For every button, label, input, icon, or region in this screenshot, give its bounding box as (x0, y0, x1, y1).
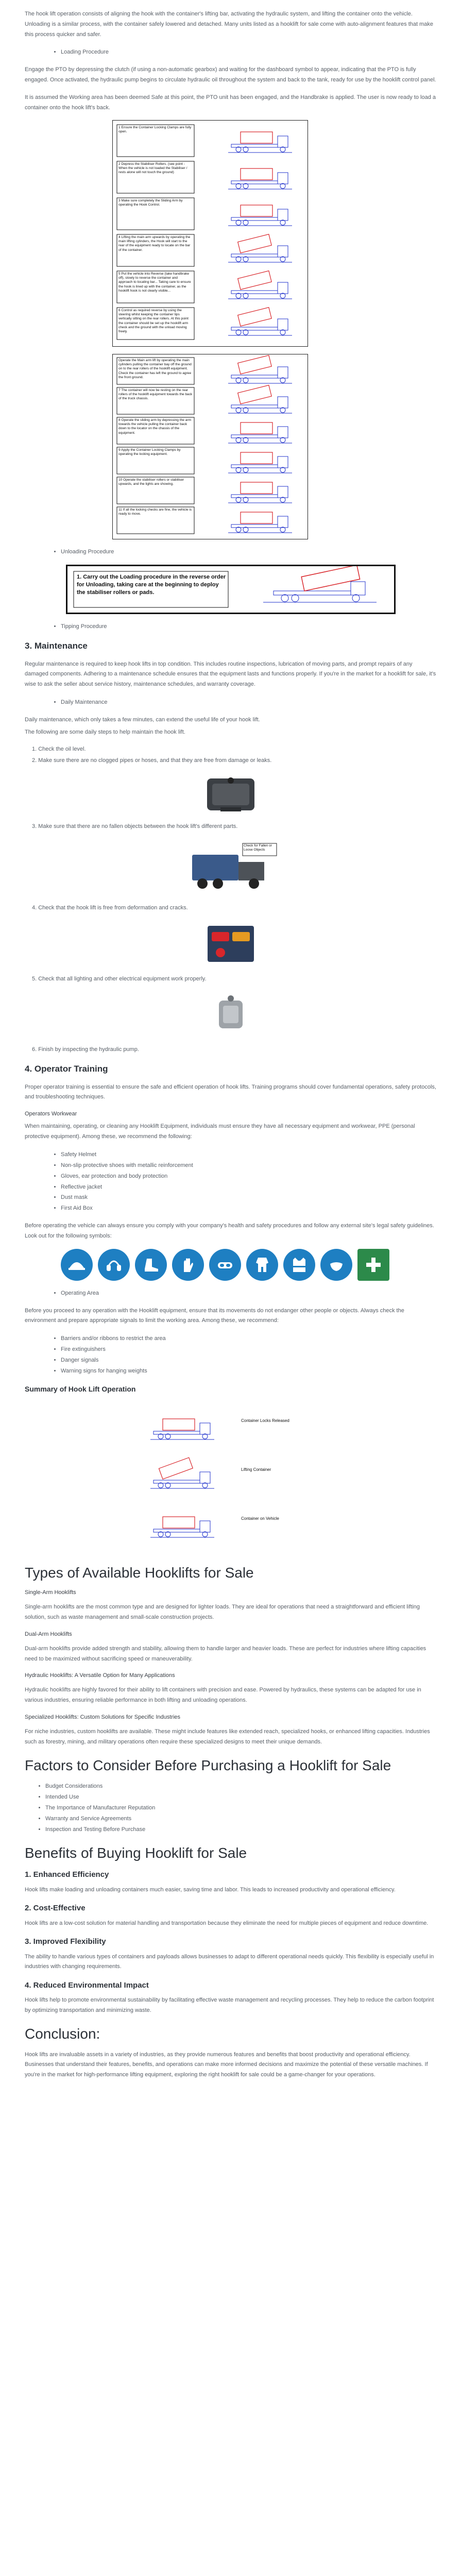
ppe-item: • Safety Helmet (61, 1149, 436, 1160)
symbols-paragraph: Before operating the vehicle can always ensure you comply with your company's health and safety procedures and follow any external site's legal safety guidelines. Look out for the following symbols: (25, 1223, 434, 1239)
safety-boot-icon (135, 1249, 167, 1281)
gloves-icon (172, 1249, 204, 1281)
goggles-icon (209, 1249, 241, 1281)
truck-diagram-icon (228, 308, 292, 335)
benefit-2-heading: 2. Cost-Effective (25, 1904, 86, 1913)
factor-item: • Budget Considerations (45, 1781, 436, 1792)
factors-heading: Factors to Consider Before Purchasing a Hooklift for Sale (25, 1757, 391, 1773)
step-text: 11 If all the locking checks are fine, the vehicle is ready to move. (118, 508, 192, 516)
daily-paragraph: Daily maintenance, which only takes a few minutes, can extend the useful life of your hook lift. (25, 716, 260, 723)
ppe-item: • Gloves, ear protection and body protection (61, 1171, 436, 1182)
ppe-list (61, 1149, 436, 1214)
step-text: 1 Ensure the Container Locking Clamps are fully open. (118, 126, 192, 134)
summary-svg (133, 1400, 308, 1555)
factor-item: • Inspection and Testing Before Purchase (45, 1824, 436, 1835)
daily-step-4: 4. Check that the hook lift is free from deformation and cracks. (32, 904, 188, 911)
loading-label-list (61, 47, 436, 58)
specialized-paragraph: For niche industries, custom hooklifts are available. These might include features like extended reach, specialized hooks, or enhanced lifting capacities. Industries such as forestry, mining, and military operations often require these specialized designs to meet their unique demands. (25, 1728, 430, 1745)
dual-arm-label: Dual-Arm Hooklifts (25, 1631, 72, 1637)
single-arm-paragraph: Single-arm hooklifts are the most common type and are designed for lighter loads. They are ideal for operations that need a straightforward and efficient lifting solution, such as waste management and small-scale construction projects. (25, 1604, 420, 1620)
factor-item: • Intended Use (45, 1792, 436, 1803)
factor-item: • Warranty and Service Agreements (45, 1814, 436, 1824)
benefit-2-paragraph: Hook lifts are a low-cost solution for material handling and transportation because they eliminate the need for multiple pieces of equipment and reduce downtime. (25, 1920, 429, 1926)
daily-label-list (61, 697, 436, 708)
workwear-label: Operators Workwear (25, 1111, 77, 1117)
maintenance-paragraph: Regular maintenance is required to keep hook lifts in top condition. This includes routine inspections, lubrication of moving parts, and prompt repairs of any damaged components. Adhering to a maintenance schedule ensures that the equipment lasts and functions properly. If you're in the market for a hooklift for sale, it's wise to ask the seller about service history, maintenance schedules, and warranty coverage. (25, 660, 436, 688)
unloading-label-list (61, 547, 436, 557)
ppe-item: • First Aid Box (61, 1203, 436, 1214)
hydraulic-label: Hydraulic Hooklifts: A Versatile Option for Many Applications (25, 1672, 175, 1679)
operating-area-label: • Operating Area (61, 1288, 436, 1299)
ear-protection-icon (98, 1249, 130, 1281)
step-text: Operate the Main arm lift by operating the main cylinders pulling the container bay off the ground on to the rear rollers of the hooklift equipment. Check the container has left the ground to agree the front ground. (118, 359, 192, 380)
conclusion-heading: Conclusion: (25, 2026, 100, 2042)
benefit-3-paragraph: The ability to handle various types of containers and payloads allows businesses to adapt to different operational needs quickly. This flexibility is especially useful in industries with changing requirements. (25, 1953, 434, 1970)
truck-diagram-icon (228, 271, 292, 299)
dual-arm-paragraph: Dual-arm hooklifts provide added strength and stability, allowing them to handle larger and heavier loads. These are perfect for industries where lifting capacities need to be maximized without sacrificing speed or maneuverability. (25, 1645, 426, 1662)
dust-mask-icon (320, 1249, 352, 1281)
step-text: 2 Depress the Stabiliser Rollers. (see point - When the vehicle is not loaded the Stabiliser / rests alone will not touch the ground) (118, 162, 187, 175)
unloading-diagram (66, 565, 396, 614)
loading-steps-svg-2 (113, 354, 308, 539)
intro-paragraph: The hook lift operation consists of aligning the hook with the container's lifting bar, activating the hydraulic system, and lifting the container onto the vehicle. Unloading is a similar process, with the container safely lowered and detached. Many units listed as a hooklift for sale come with auto-alignment features that make this process quicker and safer. (25, 11, 434, 38)
step-text: 10 Operate the stabiliser rollers or stabiliser upwards, and the lights are showing. (118, 478, 184, 486)
helmet-icon (61, 1249, 93, 1281)
truck-diagram-icon (228, 132, 292, 152)
loading-paragraph-1: Engage the PTO by depressing the clutch (if using a non-automatic gearbox) and waiting for the dashboard symbol to appear, indicating that the PTO is fully engaged. Once activated, the hydraulic pump begins to circulate hydraulic oil throughout the system and back to the tank, ready for use by the hooklift control panel. (25, 66, 436, 83)
unloading-instruction: 1. Carry out the Loading procedure in the reverse order for Unloading, taking care at the beginning to deploy the stabiliser rollers or pads. (77, 574, 226, 596)
benefit-4-paragraph: Hook lifts help to promote environmental sustainability by facilitating effective waste management and recycling processes. They help to reduce the carbon footprint by optimizing transportation and minimizing waste. (25, 1997, 434, 2014)
summary-heading: Summary of Hook Lift Operation (25, 1384, 136, 1393)
conclusion-paragraph: Hook lifts are invaluable assets in a variety of industries, as they provide numerous features and benefits that boost productivity and operational efficiency. Businesses that understand their features, benefits, and operations can make more informed decisions and maximize the potential of these versatile machines. If you're in the market for high-performance lifting equipment, exploring the right hooklift for sale could be a game-changer for your operations. (25, 2051, 428, 2078)
truck-diagram-icon (228, 512, 292, 533)
step-text: 6 Control as required reverse by using the steering whilst keeping the container tips vertically sitting on the rear rollers. At this point the container should be set up the hooklift arm check and the ground with the unload moving freely. (118, 309, 189, 334)
daily-maintenance-label: • Daily Maintenance (61, 697, 436, 708)
truck-diagram-icon (228, 452, 292, 473)
area-item: • Danger signals (61, 1355, 436, 1366)
hydraulic-pump-photo (208, 991, 254, 1038)
daily-steps-intro: The following are some daily steps to help maintain the hook lift. (25, 728, 185, 735)
oil-tank-photo (200, 773, 262, 815)
summary-stage-label: Container on Vehicle (241, 1516, 279, 1521)
area-item: • Fire extinguishers (61, 1344, 436, 1355)
hydraulic-paragraph: Hydraulic hooklifts are highly favored for their ability to lift containers with precision and ease. Powered by hydraulics, these systems can be adapted for use in various industries, ensuring reliable performance in both lifting and unloading operations. (25, 1687, 421, 1704)
truck-diagram-icon (228, 168, 292, 189)
tipping-label-list (61, 621, 436, 632)
maintenance-heading: 3. Maintenance (25, 641, 88, 651)
daily-step-6: 6. Finish by inspecting the hydraulic pump. (32, 1046, 139, 1053)
daily-step-2: 2. Make sure there are no clogged pipes or hoses, and that they are free from damage or leaks. (32, 757, 272, 764)
area-item: • Warning signs for hanging weights (61, 1366, 436, 1377)
workwear-paragraph: When maintaining, operating, or cleaning any Hooklift Equipment, individuals must ensure they have all necessary equipment and workwear, PPE (personal protective equipment). Among these, we recommend the following: (25, 1123, 415, 1140)
loading-procedure-label: • Loading Procedure (61, 47, 436, 58)
loading-steps-svg (113, 121, 308, 346)
step-text: 3 Make sure completely the Sliding Arm by operating the Hook Control. (118, 199, 183, 207)
ppe-item: • Reflective jacket (61, 1182, 436, 1193)
single-arm-label: Single-Arm Hooklifts (25, 1589, 76, 1596)
operating-area-label-list (61, 1288, 436, 1299)
daily-step-1: 1. Check the oil level. (32, 746, 86, 753)
fallen-objects-callout: Check for Fallen or Loose Objects (243, 843, 272, 852)
daily-step-5: 5. Check that all lighting and other electrical equipment work properly. (32, 975, 207, 982)
truck-diagram-icon (228, 205, 292, 226)
factor-item: • The Importance of Manufacturer Reputation (45, 1803, 436, 1814)
ppe-item: • Dust mask (61, 1192, 436, 1203)
benefit-4-heading: 4. Reduced Environmental Impact (25, 1981, 149, 1990)
summary-stage-label: Lifting Container (241, 1467, 271, 1472)
truck-diagram-icon (228, 482, 292, 503)
types-heading: Types of Available Hooklifts for Sale (25, 1564, 254, 1581)
first-aid-icon (357, 1249, 389, 1281)
operating-area-paragraph: Before you proceed to any operation with the Hooklift equipment, ensure that its movements do not endanger other people or objects. Always check the environment and prepare appropriate signals to limit the working area. Among these, we recommend: (25, 1307, 404, 1324)
loading-procedure-diagram (112, 120, 308, 347)
truck-diagram-icon (150, 1458, 214, 1488)
loading-procedure-diagram-2 (112, 354, 308, 539)
truck-diagram-icon (228, 355, 292, 383)
unloading-svg (67, 566, 394, 613)
summary-diagram (133, 1400, 308, 1555)
area-item: • Barriers and/or ribbons to restrict the area (61, 1333, 436, 1344)
tipping-procedure-label: • Tipping Procedure (61, 621, 436, 632)
hi-vis-vest-icon (283, 1249, 315, 1281)
unloading-procedure-label: • Unloading Procedure (61, 547, 436, 557)
step-text: 4 Lifting the main arm upwards by operating the main lifting cylinders, the Hook will start to the rear of the equipment ready to locate on the bar of the container. (118, 235, 191, 252)
truck-diagram-icon (150, 1517, 214, 1537)
operator-paragraph: Proper operator training is essential to ensure the safe and efficient operation of hook lifts. Training programs should cover fundamental operations, safety protocols, and troubleshooting techniques. (25, 1083, 436, 1100)
operating-area-list (61, 1333, 436, 1377)
ppe-item: • Non-slip protective shoes with metallic reinforcement (61, 1160, 436, 1171)
specialized-label: Specialized Hooklifts: Custom Solutions for Specific Industries (25, 1714, 181, 1721)
factors-list (45, 1781, 436, 1835)
lighting-photo (202, 921, 259, 967)
loading-paragraph-2: It is assumed the Working area has been deemed Safe at this point, the PTO unit has been engaged, and the Handbrake is applied. The user is now ready to load a container onto the hook lift's back. (25, 94, 436, 111)
unloading-truck-icon (263, 566, 377, 602)
benefit-3-heading: 3. Improved Flexibility (25, 1937, 106, 1946)
benefit-1-paragraph: Hook lifts make loading and unloading containers much easier, saving time and labor. This leads to increased productivity and operational efficiency. (25, 1886, 396, 1893)
operator-training-heading: 4. Operator Training (25, 1064, 108, 1074)
overalls-icon (246, 1249, 278, 1281)
safety-symbols-row (61, 1249, 436, 1281)
step-text: 5 Put the vehicle into Reverse (take handbrake off), slowly to reverse the container and approach to locating bar... Taking care to ensure the hook is lined up with the container, as the hooklift hook is not clearly visible... (118, 272, 191, 293)
benefit-1-heading: 1. Enhanced Efficiency (25, 1870, 109, 1879)
truck-check-photo (182, 839, 280, 896)
summary-stage-label: Container Locks Released (241, 1418, 289, 1423)
truck-diagram-icon (228, 234, 292, 262)
step-text: 7 The container will now be resting on the rear rollers of the hooklift equipment towards the back of the truck chassis. (118, 388, 193, 401)
truck-diagram-icon (228, 422, 292, 443)
truck-diagram-icon (150, 1419, 214, 1439)
benefits-heading: Benefits of Buying Hooklift for Sale (25, 1844, 247, 1861)
truck-diagram-icon (228, 385, 292, 413)
step-text: 8 Operate the sliding arm by depressing the arm towards the vehicle pulling the container back down to the locator on the chassis of the equipment. (118, 418, 192, 435)
step-text: 9 Apply the Container Locking Clamps by operating the locking equipment. (118, 448, 181, 456)
daily-step-3: 3. Make sure that there are no fallen objects between the hook lift's different parts. (32, 823, 238, 830)
